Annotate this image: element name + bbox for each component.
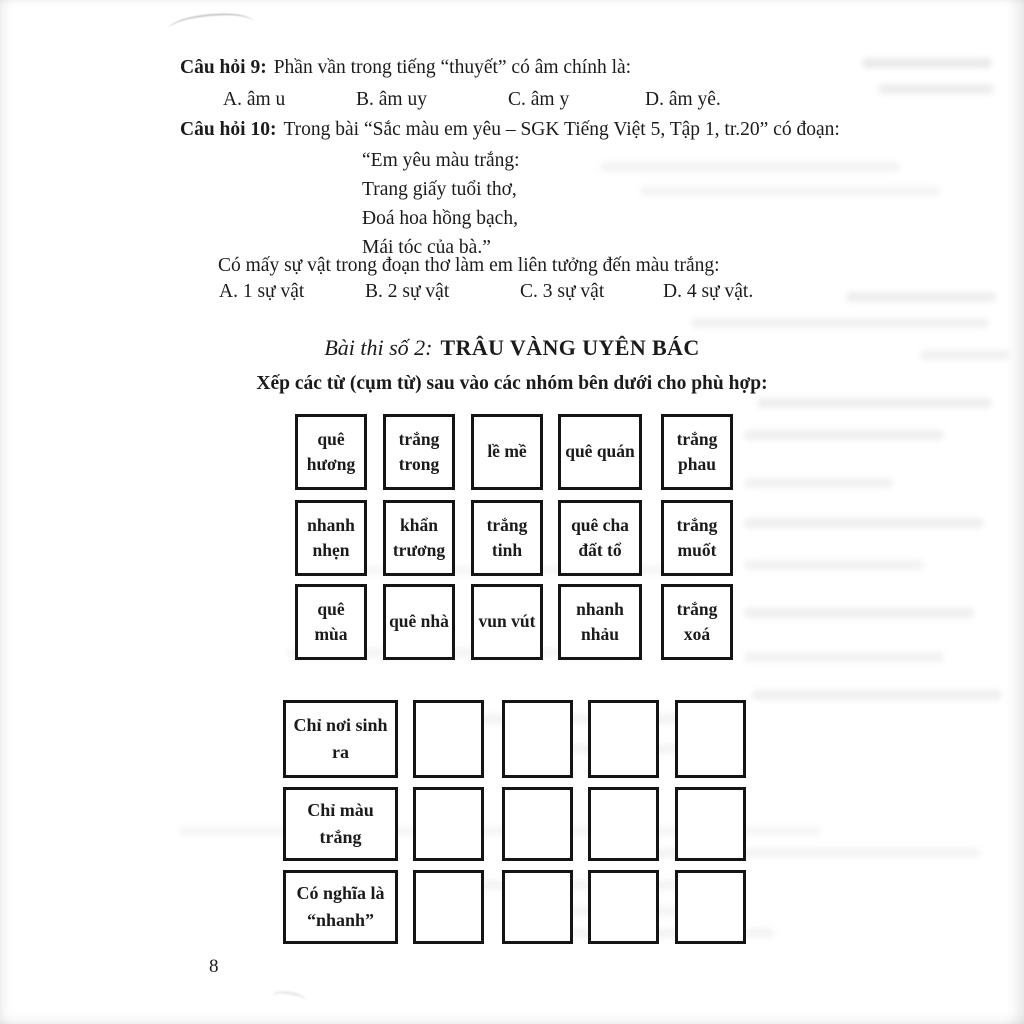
word-card: quê quán [558, 414, 642, 490]
answer-slot [502, 870, 573, 944]
word-card: quê nhà [383, 584, 455, 660]
word-card: nhanh nhảu [558, 584, 642, 660]
bleed-through-artifact [744, 430, 944, 440]
question-10-text: Trong bài “Sắc màu em yêu – SGK Tiếng Việt 5, Tập 1, tr.20” có đoạn: [283, 119, 840, 140]
section-heading-title: TRÂU VÀNG UYÊN BÁC [440, 335, 700, 360]
section-heading-prefix: Bài thi số 2: [324, 335, 433, 360]
question-9-option-d: D. âm yê. [645, 89, 721, 110]
bleed-through-artifact [862, 58, 992, 68]
answer-slot [675, 700, 746, 778]
page-number: 8 [209, 956, 219, 977]
question-9-option-b: B. âm uy [356, 89, 427, 110]
scan-artifact-curve [167, 10, 255, 41]
question-10-option-a: A. 1 sự vật [219, 281, 305, 302]
word-card: khẩn trương [383, 500, 455, 576]
bleed-through-artifact [600, 162, 900, 172]
question-10-prompt: Có mấy sự vật trong đoạn thơ làm em liên tưởng đến màu trắng: [218, 255, 720, 276]
bleed-through-artifact [640, 186, 940, 196]
answer-slot [413, 787, 484, 861]
bleed-through-artifact [744, 608, 974, 618]
question-9-option-c: C. âm y [508, 89, 570, 110]
bleed-through-artifact [752, 690, 1002, 700]
word-card: quê hương [295, 414, 367, 490]
question-9-text: Phần vần trong tiếng “thuyết” có âm chính là: [273, 57, 632, 78]
bleed-through-artifact [878, 84, 994, 94]
question-10-option-d: D. 4 sự vật. [663, 281, 754, 302]
bleed-through-artifact [846, 292, 996, 302]
bleed-through-artifact [690, 318, 990, 328]
bleed-through-artifact [744, 518, 984, 528]
word-card: trắng xoá [661, 584, 733, 660]
bleed-through-artifact [744, 478, 894, 488]
sorting-instruction: Xếp các từ (cụm từ) sau vào các nhóm bên dưới cho phù hợp: [256, 373, 768, 394]
word-card: quê cha đất tổ [558, 500, 642, 576]
poem-line: Trang giấy tuổi thơ, [362, 179, 517, 200]
section-heading [0, 335, 1024, 361]
answer-slot [413, 700, 484, 778]
poem-quote [362, 146, 520, 262]
poem-line: “Em yêu màu trắng: [362, 150, 520, 171]
category-label-box: Chỉ nơi sinh ra [283, 700, 398, 778]
question-10-label: Câu hỏi 10: [180, 119, 277, 140]
bleed-through-artifact [757, 398, 992, 408]
answer-slot [675, 870, 746, 944]
word-card: lề mề [471, 414, 543, 490]
question-10-option-c: C. 3 sự vật [520, 281, 605, 302]
answer-slot [675, 787, 746, 861]
category-label-box: Chỉ màu trắng [283, 787, 398, 861]
bleed-through-artifact [744, 560, 924, 570]
answer-slot [588, 870, 659, 944]
word-card: trắng tinh [471, 500, 543, 576]
word-card: nhanh nhẹn [295, 500, 367, 576]
question-9-label: Câu hỏi 9: [180, 57, 267, 78]
question-9-option-a: A. âm u [223, 89, 286, 110]
question-10-line [180, 118, 840, 142]
category-label-box: Có nghĩa là “nhanh” [283, 870, 398, 944]
answer-slot [588, 787, 659, 861]
word-card: vun vút [471, 584, 543, 660]
answer-slot [588, 700, 659, 778]
word-card: quê mùa [295, 584, 367, 660]
bleed-through-artifact [744, 652, 944, 662]
answer-slot [502, 700, 573, 778]
question-9-line [180, 56, 631, 80]
answer-slot [413, 870, 484, 944]
word-card: trắng phau [661, 414, 733, 490]
word-card: trắng muốt [661, 500, 733, 576]
answer-slot [502, 787, 573, 861]
question-10-option-b: B. 2 sự vật [365, 281, 450, 302]
poem-line: Đoá hoa hồng bạch, [362, 208, 518, 229]
poem-line: Mái tóc của bà.” [362, 237, 491, 258]
word-card: trắng trong [383, 414, 455, 490]
scan-artifact-mark [271, 990, 306, 1007]
